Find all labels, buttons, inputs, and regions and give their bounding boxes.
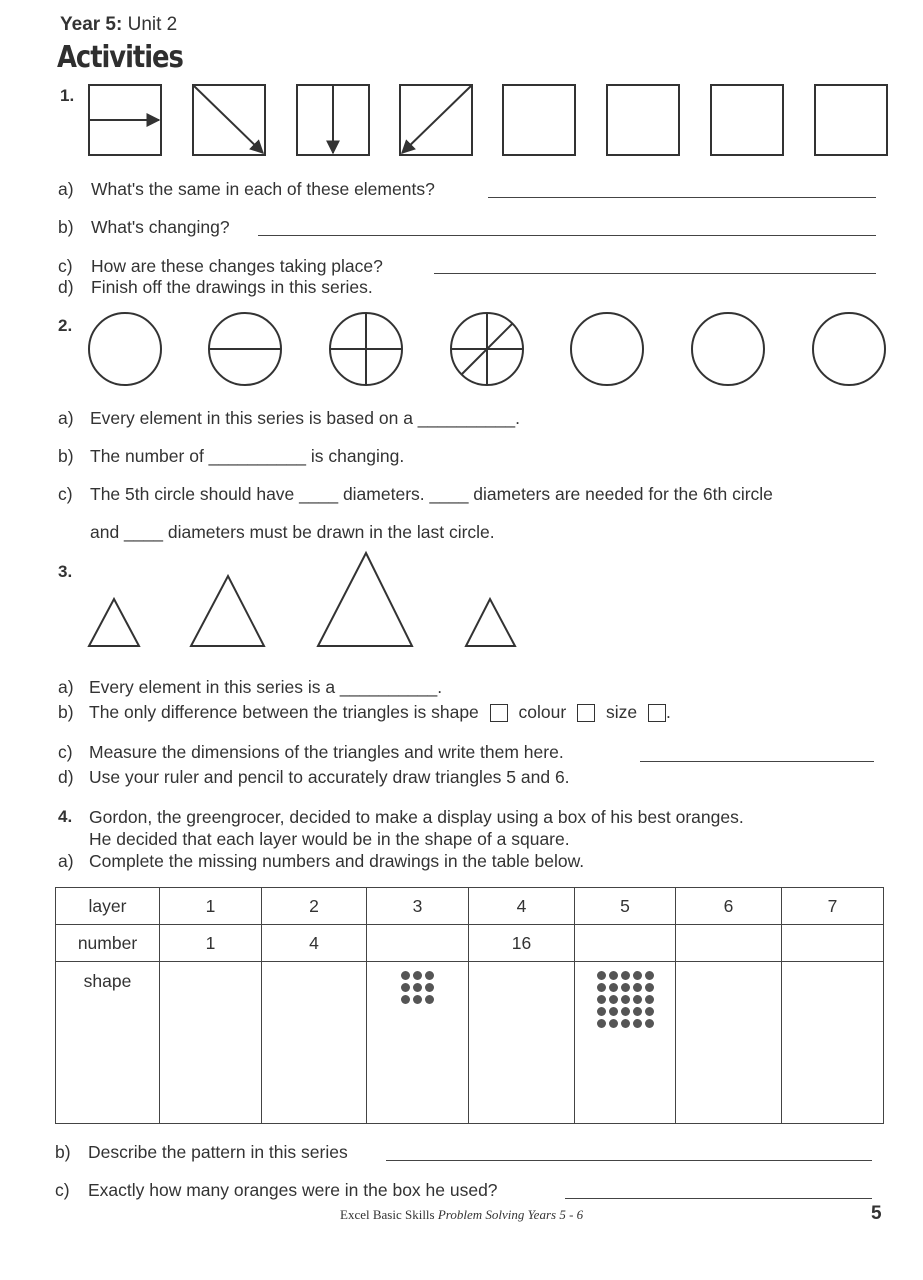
shape-cell[interactable] — [262, 962, 367, 1124]
orange-dot — [621, 971, 630, 980]
q1c-answer-line[interactable] — [434, 273, 876, 274]
q1-number: 1. — [60, 86, 75, 105]
number-cell[interactable]: 1 — [160, 925, 262, 962]
q1c-question: How are these changes taking place? — [91, 256, 383, 276]
q2b-question: The number of __________ is changing. — [90, 446, 405, 466]
q2-circle-2 — [209, 313, 281, 385]
orange-dot — [645, 1019, 654, 1028]
size-option-label: size — [605, 702, 638, 722]
page-title: Activities — [57, 40, 183, 75]
q4a-label: a) — [58, 851, 74, 871]
q3-triangle-2 — [191, 576, 264, 646]
q3b-label: b) — [58, 702, 74, 722]
layer-cell: 6 — [676, 888, 782, 925]
q4b-label: b) — [55, 1142, 71, 1162]
q3b-question — [89, 702, 671, 723]
shape-cell[interactable] — [676, 962, 782, 1124]
orange-dot — [621, 1019, 630, 1028]
q1-square-1 — [89, 85, 161, 155]
q3b-end-punct: . — [665, 702, 671, 722]
colour-checkbox[interactable] — [577, 704, 595, 722]
number-cell[interactable] — [782, 925, 884, 962]
q3-triangle-3 — [318, 553, 412, 646]
orange-dot — [401, 983, 410, 992]
layer-cell: 5 — [575, 888, 676, 925]
q1-square-2 — [193, 85, 265, 155]
q3c-label: c) — [58, 742, 73, 762]
q4-intro-line-1: Gordon, the greengrocer, decided to make a display using a box of his best oranges. — [89, 807, 744, 827]
orange-dot — [597, 971, 606, 980]
footer-book-name: Problem Solving Years 5 - 6 — [437, 1207, 584, 1222]
orange-dot — [621, 983, 630, 992]
q1d-question: Finish off the drawings in this series. — [91, 277, 373, 297]
orange-dot — [633, 995, 642, 1004]
q2-circle-4 — [451, 313, 523, 385]
page-number: 5 — [871, 1203, 882, 1224]
q4b-answer-line[interactable] — [386, 1160, 872, 1161]
orange-dot — [597, 1019, 606, 1028]
number-cell[interactable] — [676, 925, 782, 962]
q3c-question: Measure the dimensions of the triangles and write them here. — [89, 742, 564, 762]
shape-cell[interactable] — [367, 962, 469, 1124]
shape-cell[interactable] — [160, 962, 262, 1124]
orange-dot — [609, 971, 618, 980]
size-checkbox[interactable] — [648, 704, 666, 722]
orange-dot — [401, 971, 410, 980]
orange-dot — [413, 983, 422, 992]
number-row — [56, 925, 884, 962]
q3-triangle-4 — [466, 599, 515, 646]
orange-dot — [425, 983, 434, 992]
q2b-label: b) — [58, 446, 74, 466]
q4b-question: Describe the pattern in this series — [88, 1142, 348, 1162]
orange-dot — [633, 983, 642, 992]
unit-name: Unit 2 — [127, 14, 178, 35]
orange-dot — [633, 971, 642, 980]
shape-row — [56, 962, 884, 1124]
q1b-question: What's changing? — [91, 217, 230, 237]
q3b-text: The only difference between the triangles is shape — [89, 702, 479, 722]
shape-cell[interactable] — [575, 962, 676, 1124]
q3c-answer-line[interactable] — [640, 761, 874, 762]
orange-dot-grid — [367, 971, 468, 1004]
orange-dot — [645, 995, 654, 1004]
layer-cell: 1 — [160, 888, 262, 925]
q3-triangle-1 — [89, 599, 139, 646]
layer-cell: 7 — [782, 888, 884, 925]
q1b-label: b) — [58, 217, 74, 237]
q4a-question: Complete the missing numbers and drawings in the table below. — [89, 851, 585, 871]
q1-square-8 — [815, 85, 887, 155]
q4c-question: Exactly how many oranges were in the box he used? — [88, 1180, 498, 1200]
orange-dot — [645, 983, 654, 992]
layer-cell: 3 — [367, 888, 469, 925]
orange-dot — [425, 995, 434, 1004]
q2a-label: a) — [58, 408, 74, 428]
q3a-label: a) — [58, 677, 74, 697]
orange-dot — [645, 1007, 654, 1016]
orange-dot — [597, 995, 606, 1004]
orange-dot — [633, 1007, 642, 1016]
q1-square-4 — [400, 85, 472, 155]
shape-checkbox[interactable] — [490, 704, 508, 722]
orange-dot-grid — [575, 971, 675, 1028]
layer-cell: 4 — [469, 888, 575, 925]
q2c-label: c) — [58, 484, 73, 504]
orange-dot — [621, 1007, 630, 1016]
q1-square-5 — [503, 85, 575, 155]
number-cell[interactable]: 16 — [469, 925, 575, 962]
q1d-label: d) — [58, 277, 74, 297]
q4c-label: c) — [55, 1180, 70, 1200]
orange-dot — [633, 1019, 642, 1028]
q1-square-3 — [297, 85, 369, 155]
orange-dot — [609, 1007, 618, 1016]
orange-dot — [621, 995, 630, 1004]
q1a-question: What's the same in each of these elements? — [91, 179, 435, 199]
q2-circle-5 — [571, 313, 643, 385]
q2-circle-3 — [330, 313, 402, 385]
q3a-question: Every element in this series is a __________. — [89, 677, 443, 697]
q1c-label: c) — [58, 256, 73, 276]
q1b-answer-line[interactable] — [258, 235, 876, 236]
q1a-label: a) — [58, 179, 74, 199]
shape-cell[interactable] — [782, 962, 884, 1124]
orange-dot — [425, 971, 434, 980]
number-header: number — [56, 925, 160, 962]
number-cell[interactable]: 4 — [262, 925, 367, 962]
layer-header: layer — [56, 888, 160, 925]
orange-dot — [597, 983, 606, 992]
orange-dot — [401, 995, 410, 1004]
q1a-answer-line[interactable] — [488, 197, 876, 198]
q4-intro-line-2: He decided that each layer would be in the shape of a square. — [89, 829, 570, 849]
q2-circle-1 — [89, 313, 161, 385]
footer-book-title — [340, 1207, 583, 1223]
q2-number: 2. — [58, 316, 73, 335]
q4-number: 4. — [58, 807, 73, 826]
q1-square-6 — [607, 85, 679, 155]
oranges-layer-table — [55, 887, 884, 1124]
orange-dot — [609, 983, 618, 992]
q2-circle-7 — [813, 313, 885, 385]
q2c-question: The 5th circle should have ____ diameters. ____ diameters are needed for the 6th circle — [90, 484, 773, 504]
q3-number: 3. — [58, 562, 73, 581]
q3d-label: d) — [58, 767, 74, 787]
year-label: Year 5: — [60, 14, 123, 35]
orange-dot — [597, 1007, 606, 1016]
number-cell[interactable] — [367, 925, 469, 962]
q1-square-7 — [711, 85, 783, 155]
shape-header: shape — [56, 962, 160, 1124]
footer-series: Excel Basic Skills — [340, 1207, 438, 1222]
number-cell[interactable] — [575, 925, 676, 962]
q2c-question-continued: and ____ diameters must be drawn in the last circle. — [90, 522, 495, 542]
q2-circle-6 — [692, 313, 764, 385]
q4c-answer-line[interactable] — [565, 1198, 872, 1199]
orange-dot — [413, 971, 422, 980]
colour-option-label: colour — [518, 702, 567, 722]
q2a-question: Every element in this series is based on a __________. — [90, 408, 520, 428]
orange-dot — [609, 1019, 618, 1028]
shape-cell[interactable] — [469, 962, 575, 1124]
layer-cell: 2 — [262, 888, 367, 925]
layer-row — [56, 888, 884, 925]
orange-dot — [413, 995, 422, 1004]
orange-dot — [645, 971, 654, 980]
orange-dot — [609, 995, 618, 1004]
q3d-question: Use your ruler and pencil to accurately draw triangles 5 and 6. — [89, 767, 570, 787]
